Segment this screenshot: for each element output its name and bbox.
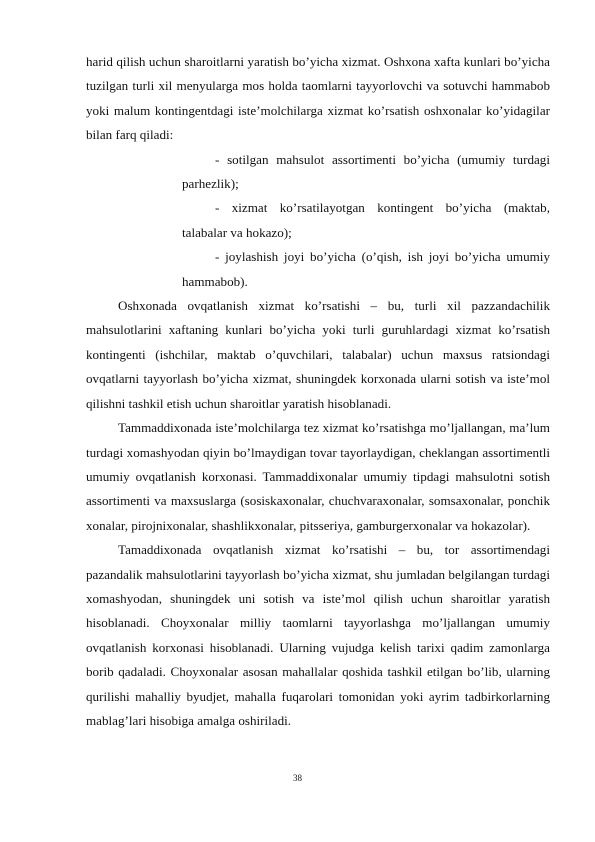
list-item: - xizmat ko’rsatilayotgan kontingent bo’yicha (maktab, talabalar va hokazo);: [182, 200, 550, 240]
list-item: - joylashish joyi bo’yicha (o’qish, ish joyi bo’yicha umumiy hammabob).: [182, 249, 550, 289]
paragraph-choyxona: Tamaddixonada ovqatlanish xizmat ko’rsatishi – bu, tor assortimendagi pazandalik mahsulotlarini tayyorlash bo’yicha xizmat, shu jumladan belgilangan turdagi xomashyodan, shuningdek uni sotish va iste’mol qilish uchun sharoitlar yaratish hisoblanadi. Choyxonalar milliy taomlarni tayyorlashga mo’ljallangan umumiy ovqatlanish korxonasi hisoblanadi. Ularning vujudga kelish tarixi qadim zamonlarga borib qadaladi. Choyxonalar asosan mahallalar qoshida tashkil etilgan bo’lib, ularning qurilishi mahalliy byudjet, mahalla fuqarolari tomonidan yoki ayrim tadbirkorlarning mablag’lari hisobiga amalga oshiriladi.: [86, 542, 550, 728]
page-number: 38: [293, 773, 302, 783]
document-body: [86, 50, 550, 733]
paragraph-tammaddixona: Tammaddixonada iste’molchilarga tez xizmat ko’rsatishga mo’ljallangan, ma’lum turdagi xomashyodan qiyin bo’lmaydigan tovar tayorlaydigan, cheklangan assortimentli umumiy ovqatlanish korxonasi. Tammaddixonalar umumiy tipdagi mahsulotni sotish assortimenti va maxsuslarga (sosiskaxonalar, chuchvaraxonalar, somsaxonalar, ponchik xonalar, pirojnixonalar, shashlikxonalar, pitsseriya, gamburgerxonalar va hokazolar).: [86, 420, 550, 533]
list-item: - sotilgan mahsulot assortimenti bo’yicha (umumiy turdagi parhezlik);: [182, 151, 550, 192]
intro-paragraph: harid qilish uchun sharoitlarni yaratish bo’yicha xizmat. Oshxona xafta kunlari bo’yicha tuzilgan turli xil menyularga mos holda taomlarni tayyorlovchi va sotuvchi hammabob yoki malum kontingentdagi iste’molchilarga xizmat ko’rsatish oshxonalar ko’yidagilar bilan farq qiladi:: [86, 54, 550, 143]
paragraph-oshxona: Oshxonada ovqatlanish xizmat ko’rsatishi – bu, turli xil pazzandachilik mahsulotlarini xaftaning kunlari bo’yicha yoki turli guruhlardagi xizmat ko’rsatish kontingenti (ishchilar, maktab o’quvchilari, talabalar) uchun maxsus ratsiondagi ovqatlarni tayyorlash bo’yicha xizmat, shuningdek korxonada ularni sotish va iste’mol qilishni tashkil etish uchun sharoitlar yaratish hisoblanadi.: [86, 298, 550, 411]
